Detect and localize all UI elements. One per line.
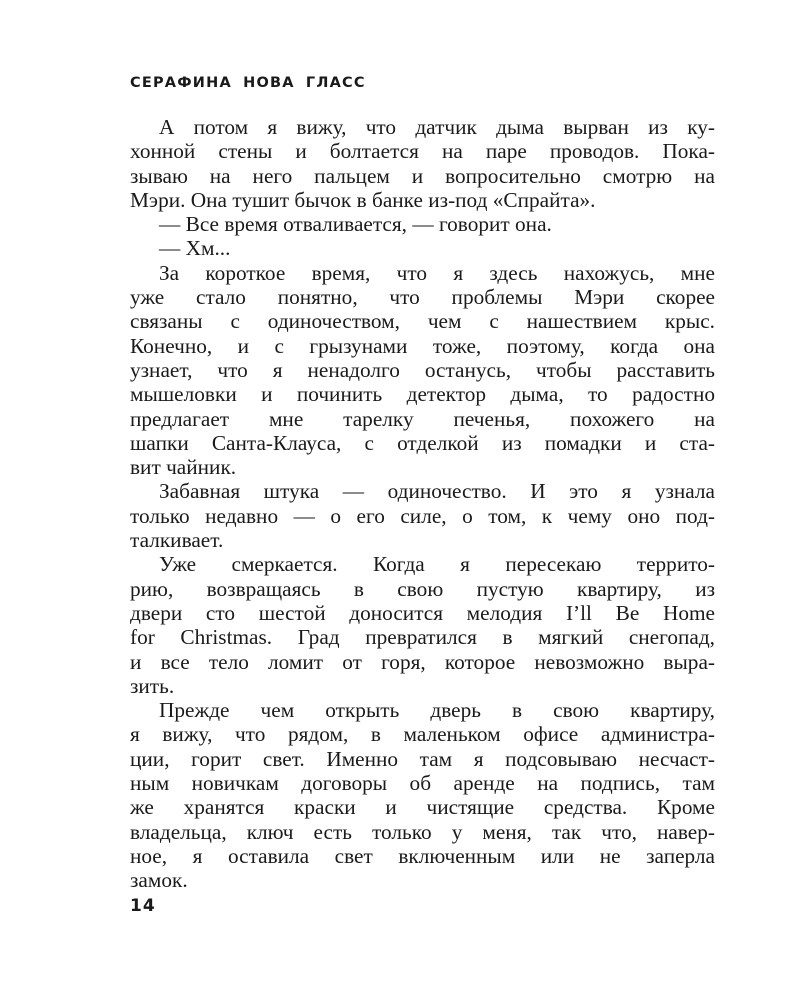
page-number: 14 [130, 896, 156, 916]
text-line: зить. [130, 673, 175, 698]
text-line: зываю на него пальцем и вопросительно смотрю на [130, 163, 715, 188]
text-line: — Хм... [159, 236, 231, 261]
text-line: же хранятся краски и чистящие средства. Кроме [130, 795, 715, 820]
text-line: рию, возвращаясь в свою пустую квартиру, из [130, 576, 715, 601]
text-line: ным новичкам договоры об аренде на подпись, там [130, 771, 715, 796]
text-line: ное, я оставила свет включенным или не заперла [130, 843, 715, 868]
text-line: узнает, что я ненадолго останусь, чтобы расставить [130, 357, 715, 382]
body-text [130, 115, 715, 893]
text-line: Конечно, и с грызунами тоже, поэтому, когда она [130, 333, 715, 358]
text-line: я вижу, что рядом, в маленьком офисе администра- [130, 722, 715, 747]
text-line: хонной стены и болтается на паре проводов. Пока- [130, 139, 715, 164]
text-line: владельца, ключ есть только у меня, так что, навер- [130, 819, 715, 844]
text-line: шапки Санта-Клауса, с отделкой из помадки и ста- [130, 430, 715, 455]
text-line: двери сто шестой доносится мелодия I’ll Be Home [130, 600, 715, 625]
text-line: За короткое время, что я здесь нахожусь, мне [159, 260, 715, 285]
text-line: замок. [130, 868, 188, 893]
text-line: мышеловки и починить детектор дыма, то радостно [130, 382, 715, 407]
text-line: Мэри. Она тушит бычок в банке из-под «Спрайта». [130, 187, 596, 212]
text-line: только недавно — о его силе, о том, к чему оно под- [130, 503, 715, 528]
text-line: ции, горит свет. Именно там я подсовываю несчаст- [130, 746, 715, 771]
text-line: — Все время отваливается, — говорит она. [159, 212, 552, 237]
text-line: связаны с одиночеством, чем с нашествием крыс. [130, 309, 715, 334]
text-line: и все тело ломит от горя, которое невозможно выра- [130, 649, 715, 674]
text-line: уже стало понятно, что проблемы Мэри скорее [130, 285, 715, 310]
text-line: предлагает мне тарелку печенья, похожего на [130, 406, 715, 431]
text-line: талкивает. [130, 528, 224, 553]
text-line: for Christmas. Град превратился в мягкий снегопад, [130, 625, 715, 650]
text-line: Забавная штука — одиночество. И это я узнала [159, 479, 715, 504]
running-header: СЕРАФИНА НОВА ГЛАСС [130, 75, 366, 91]
text-line: А потом я вижу, что датчик дыма вырван из ку- [159, 115, 715, 139]
text-line: Уже смеркается. Когда я пересекаю террито- [159, 552, 715, 577]
text-line: Прежде чем открыть дверь в свою квартиру, [159, 698, 715, 723]
text-line: вит чайник. [130, 455, 237, 480]
